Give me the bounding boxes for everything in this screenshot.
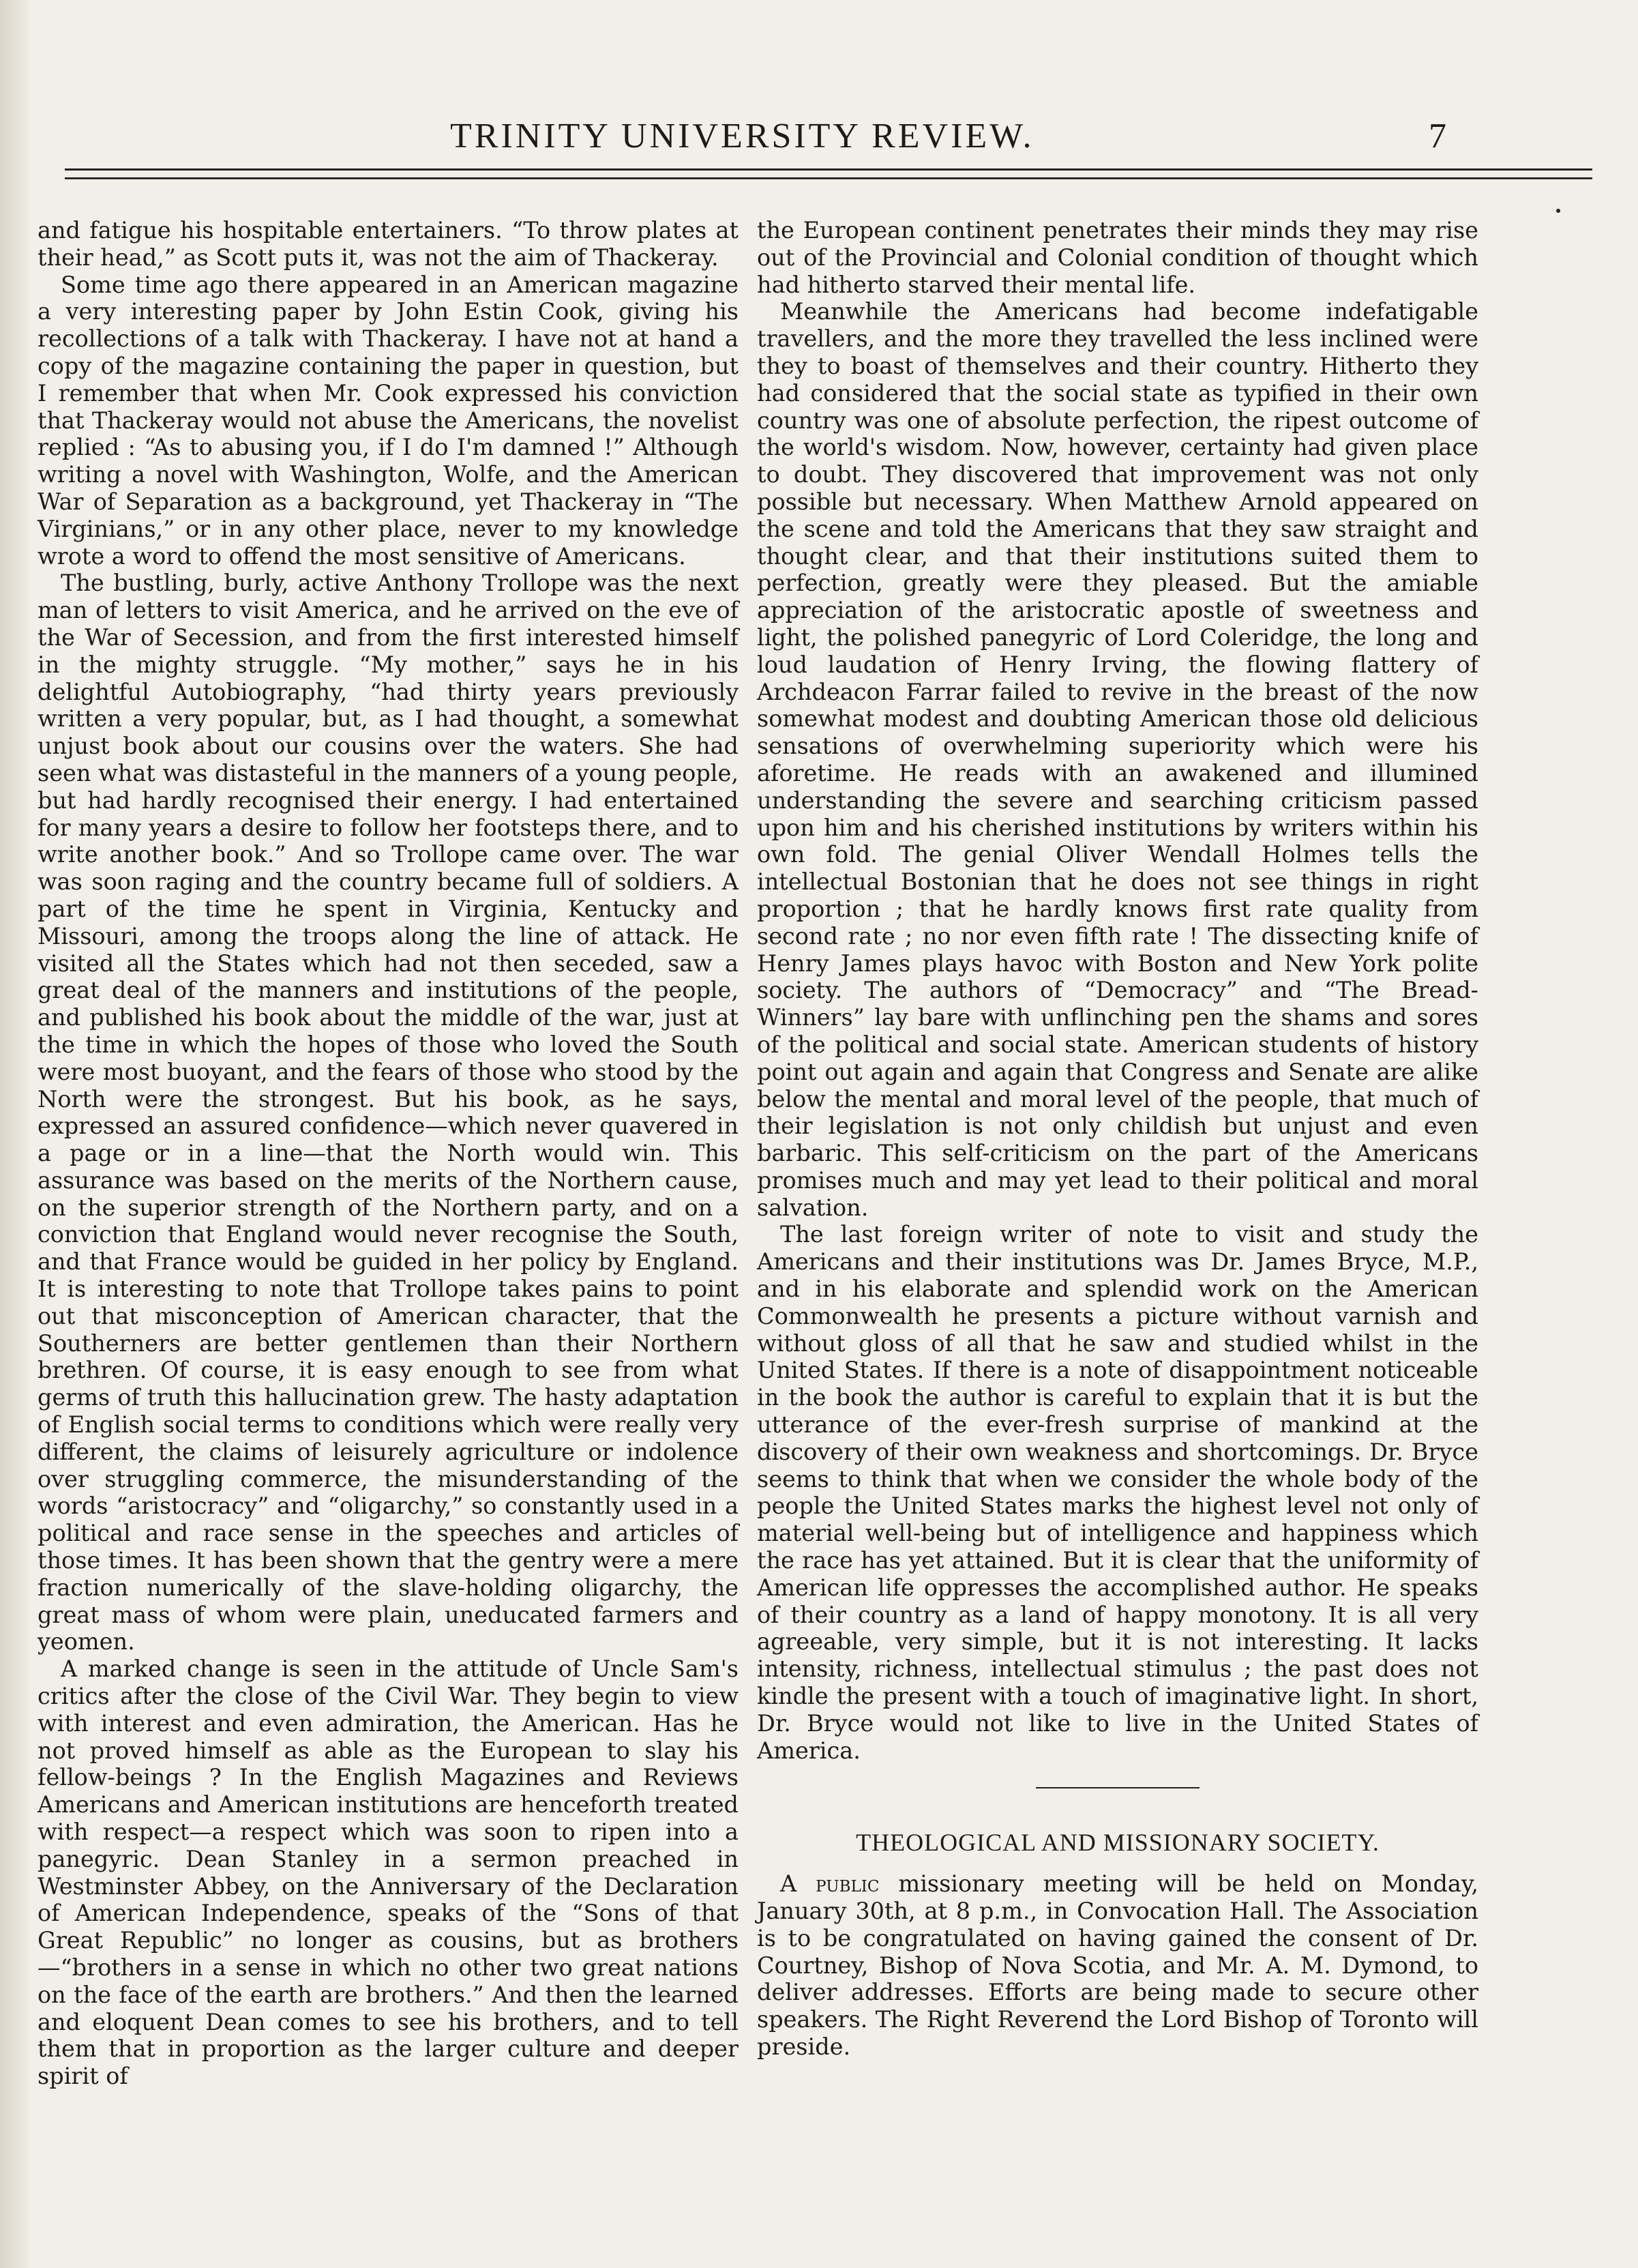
paragraph: and fatigue his hospitable entertainers. “To throw plates at their head,” as Scott puts it, was not the aim of Thackeray. [38, 217, 739, 271]
paragraph: Some time ago there appeared in an American magazine a very interesting paper by John Estin Cook, giving his recollections of a talk with Thackeray. I have not at hand a copy of the magazine containing the paper in question, but I remember that when Mr. Cook expressed his conviction that Thackeray would not abuse the Americans, the novelist replied : “As to abusing you, if I do I'm damned !” Although writing a novel with Washington, Wolfe, and the American War of Separation as a background, yet Thackeray in “The Virginians,” or in any other place, never to my knowledge wrote a word to offend the most sensitive of Americans. [38, 271, 739, 570]
page-binding-edge [0, 0, 29, 2268]
paragraph: A marked change is seen in the attitude of Uncle Sam's critics after the close of the Civil War. They begin to view with interest and even admiration, the American. Has he not proved himself as able as the European to slay his fellow-beings ? In the English Magazines and Reviews Americans and American institutions are henceforth treated with respect—a respect which was soon to ripen into a panegyric. Dean Stanley in a sermon preached in Westminster Abbey, on the Anniversary of the Declaration of American Independence, speaks of the “Sons of that Great Republic” no longer as cousins, but as brothers—“brothers in a sense in which no other two great nations on the face of the earth are brothers.” And then the learned and eloquent Dean comes to see his brothers, and to tell them that in proportion as the larger culture and deeper spirit of [38, 1655, 739, 2090]
section-divider-rule [1036, 1787, 1200, 1788]
paragraph: the European continent penetrates their minds they may rise out of the Provincial and Colonial condition of thought which had hitherto starved their mental life. [757, 217, 1478, 298]
paragraph: The last foreign writer of note to visit and study the Americans and their institutions was Dr. James Bryce, M.P., and in his elaborate and splendid work on the American Commonwealth he presents a picture without varnish and without gloss of all that he saw and studied whilst in the United States. If there is a note of disappointment noticeable in the book the author is careful to explain that it is but the utterance of the ever-fresh surprise of mankind at the discovery of their own weakness and shortcomings. Dr. Bryce seems to think that when we consider the whole body of the people the United States marks the highest level not only of material well-being but of intelligence and happiness which the race has yet attained. But it is clear that the uniformity of American life oppresses the accomplished author. He speaks of their country as a land of happy monotony. It is all very agreeable, very simple, but it is not interesting. It lacks intensity, richness, intellectual stimulus ; the past does not kindle the present with a touch of imaginative light. In short, Dr. Bryce would not like to live in the United States of America. [757, 1221, 1478, 1764]
right-column [757, 217, 1478, 2061]
page-number: 7 [1429, 117, 1446, 156]
paragraph: The bustling, burly, active Anthony Trollope was the next man of letters to visit America, and he arrived on the eve of the War of Secession, and from the first interested himself in the mighty struggle. “My mother,” says he in his delightful Autobiography, “had thirty years previously written a very popular, but, as I had thought, a somewhat unjust book about our cousins over the waters. She had seen what was distasteful in the manners of a young people, but had hardly recognised their energy. I had entertained for many years a desire to follow her footsteps there, and to write another book.” And so Trollope came over. The war was soon raging and the country became full of soldiers. A part of the time he spent in Virginia, Kentucky and Missouri, among the troops along the line of attack. He visited all the States which had not then seceded, saw a great deal of the manners and institutions of the people, and published his book about the middle of the war, just at the time in which the hopes of those who loved the South were most buoyant, and the fears of those who stood by the North were the strongest. But his book, as he says, expressed an assured confidence—which never quavered in a page or in a line—that the North would win. This assurance was based on the merits of the Northern cause, on the superior strength of the Northern party, and on a conviction that England would never recognise the South, and that France would be guided in her policy by England. It is interesting to note that Trollope takes pains to point out that misconception of American character, that the Southerners are better gentlemen than their Northern brethren. Of course, it is easy enough to see from what germs of truth this hallucination grew. The hasty adaptation of English social terms to conditions which were really very different, the claims of leisurely agriculture or indolence over struggling commerce, the misunderstanding of the words “aristocracy” and “oligarchy,” so constantly used in a political and race sense in the speeches and articles of those times. It has been shown that the gentry were a mere fraction numerically of the slave-holding oligarchy, the great mass of whom were plain, uneducated farmers and yeomen. [38, 570, 739, 1655]
header-double-rule [65, 168, 1592, 179]
running-title: TRINITY UNIVERSITY REVIEW. [450, 117, 1034, 156]
ink-speck [1556, 209, 1560, 213]
lead-word: A public [780, 1870, 880, 1898]
left-column [38, 217, 739, 2090]
section-body: missionary meeting will be held on Monday, January 30th, at 8 p.m., in Convocation Hall. The Association is to be congratulated on having gained the consent of Dr. Courtney, Bishop of Nova Scotia, and Mr. A. M. Dymond, to deliver addresses. Efforts are being made to secure other speakers. The Right Reverend the Lord Bishop of Toronto will preside. [757, 1870, 1478, 2060]
section-paragraph [757, 1870, 1478, 2061]
paragraph: Meanwhile the Americans had become indefatigable travellers, and the more they travelled the less inclined were they to boast of themselves and their country. Hitherto they had considered that the social state as typified in their own country was one of absolute perfection, the ripest outcome of the world's wisdom. Now, however, certainty had given place to doubt. They discovered that improvement was not only possible but necessary. When Matthew Arnold appeared on the scene and told the Americans that they saw straight and thought clear, and that their institutions suited them to perfection, greatly were they pleased. But the amiable appreciation of the aristocratic apostle of sweetness and light, the polished panegyric of Lord Coleridge, the long and loud laudation of Henry Irving, the flowing flattery of Archdeacon Farrar failed to revive in the breast of the now somewhat modest and doubting American those old delicious sensations of overwhelming superiority which were his aforetime. He reads with an awakened and illumined understanding the severe and searching criticism passed upon him and his cherished institutions by writers within his own fold. The genial Oliver Wendall Holmes tells the intellectual Bostonian that he does not see things in right proportion ; that he hardly knows first rate quality from second rate ; no nor even fifth rate ! The dissecting knife of Henry James plays havoc with Boston and New York polite society. The authors of “Democracy” and “The Bread-Winners” lay bare with unflinching pen the shams and sores of the political and social state. American students of history point out again and again that Congress and Senate are alike below the mental and moral level of the people, that much of their legislation is not only childish but unjust and even barbaric. This self-criticism on the part of the Americans promises much and may yet lead to their political and moral salvation. [757, 298, 1478, 1221]
section-heading: THEOLOGICAL AND MISSIONARY SOCIETY. [856, 1829, 1380, 1857]
